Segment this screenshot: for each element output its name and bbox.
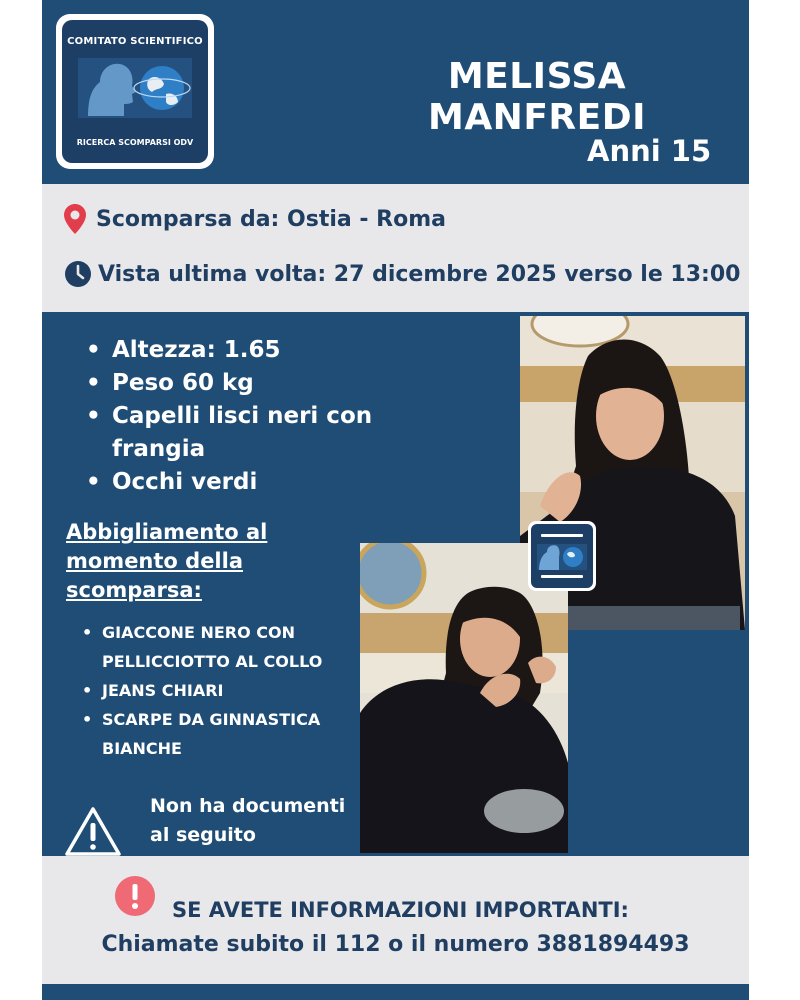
feature-item: • Altezza: 1.65 [86, 334, 416, 367]
physical-features-list [86, 334, 416, 499]
clothing-title: Abbigliamento al momento della scomparsa: [66, 520, 268, 602]
disappearance-place: Scomparsa da: Ostia - Roma [96, 206, 446, 232]
clothing-list [82, 618, 372, 763]
clothing-item: • GIACCONE NERO CON PELLICCIOTTO AL COLLO [82, 618, 372, 676]
missing-person-poster [42, 0, 749, 1000]
disappearance-info-band [42, 184, 749, 312]
head-globe-emblem-icon [78, 58, 192, 118]
clock-icon [64, 260, 92, 288]
map-pin-icon [64, 204, 86, 234]
logo-bottom-text: RICERCA SCOMPARSI ODV [76, 138, 194, 147]
person-name: MELISSA MANFREDI [428, 56, 646, 138]
place-row [64, 204, 446, 234]
contact-headline: SE AVETE INFORMAZIONI IMPORTANTI: [172, 898, 629, 922]
feature-item: • Occhi verdi [86, 466, 416, 499]
contact-call-text: Chiamate subito il 112 o il numero 3881894493 [101, 932, 690, 957]
last-seen-text: Vista ultima volta: 27 dicembre 2025 verso le 13:00 [98, 261, 741, 287]
no-documents-warning: Non ha documenti al seguito [150, 795, 346, 846]
clothing-item: • JEANS CHIARI [82, 676, 372, 705]
logo-top-text: COMITATO SCIENTIFICO [67, 36, 203, 47]
clothing-item: • SCARPE DA GINNASTICA BIANCHE [82, 705, 372, 763]
last-seen-row [64, 260, 740, 288]
feature-item: • Capelli lisci neri con frangia [86, 400, 416, 466]
contact-footer [42, 856, 749, 984]
person-age: Anni 15 [587, 134, 712, 168]
watermark-logo [528, 521, 596, 591]
info-circle-icon [115, 876, 155, 916]
organization-logo [56, 14, 214, 169]
feature-item: • Peso 60 kg [86, 367, 416, 400]
warning-triangle-icon [64, 806, 122, 858]
watermark-emblem-icon [531, 524, 593, 588]
